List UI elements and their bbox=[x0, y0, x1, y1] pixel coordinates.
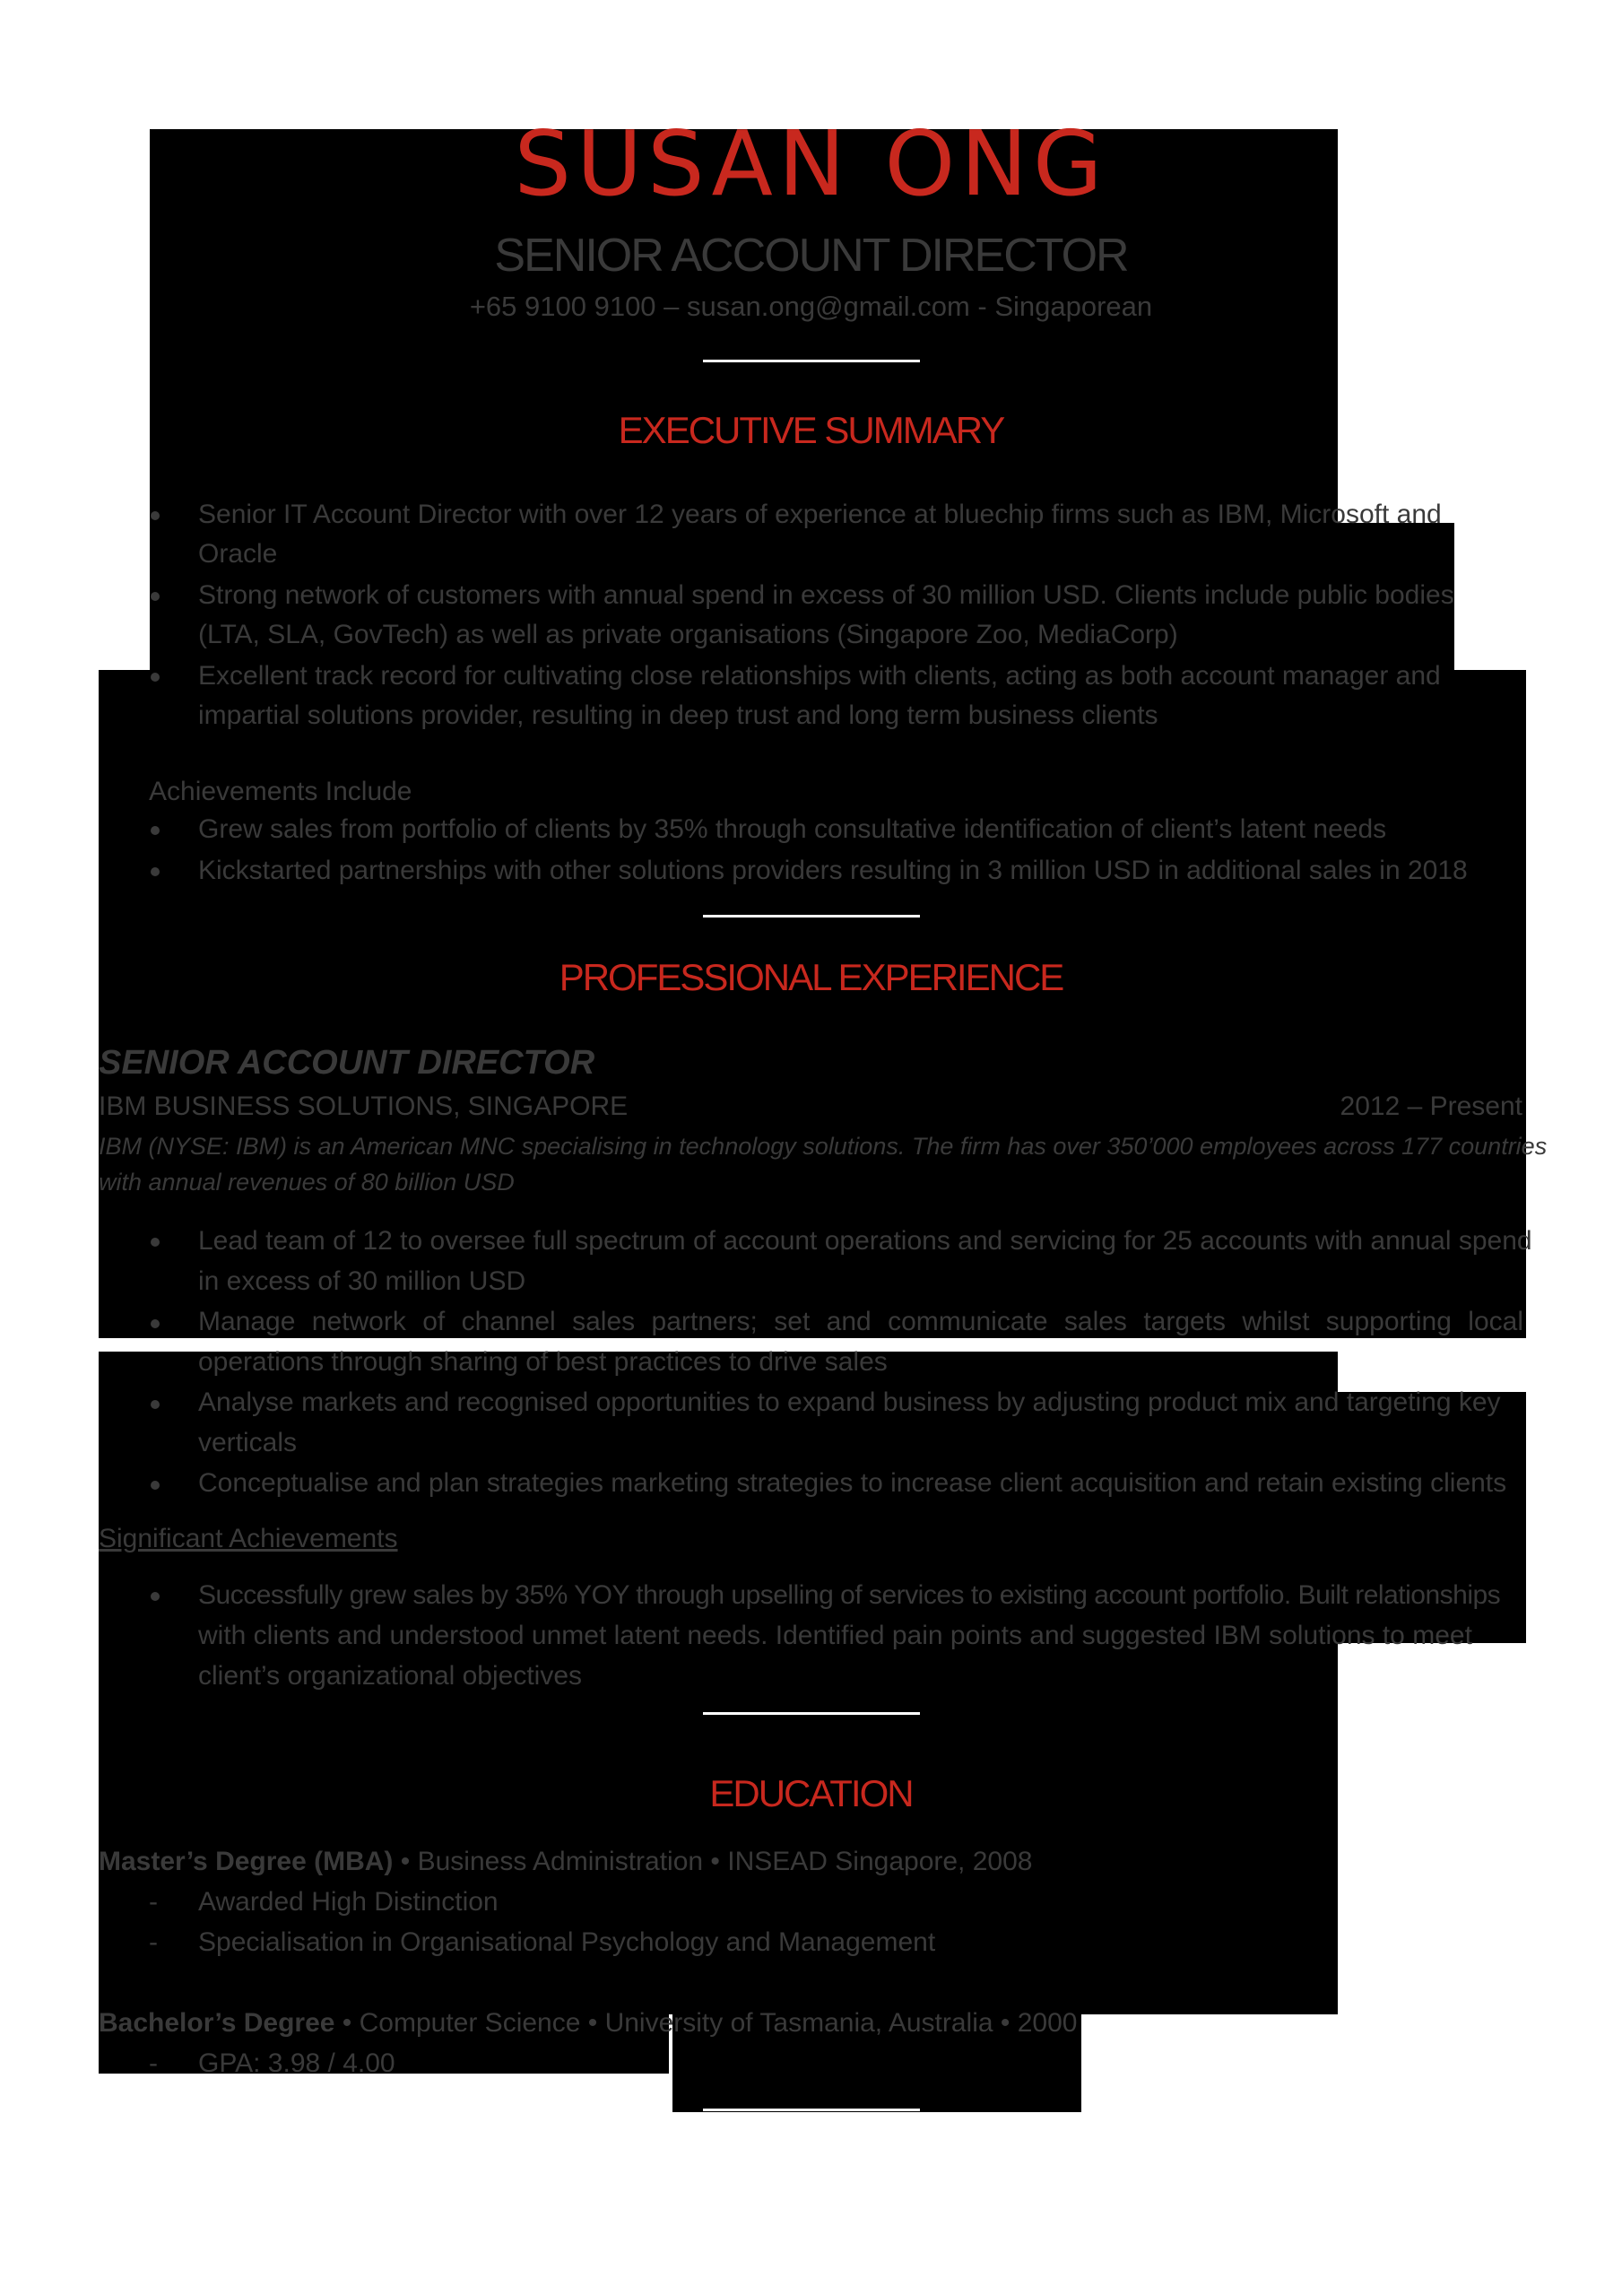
summary-bullet-text: (LTA, SLA, GovTech) as well as private organisations (Singapore Zoo, MediaCorp) bbox=[198, 620, 1178, 649]
bullet-icon bbox=[151, 1592, 160, 1601]
degree-item: Awarded High Distinction bbox=[198, 1887, 499, 1917]
bullet-icon bbox=[151, 592, 160, 601]
contact-line: +65 9100 9100 – susan.ong@gmail.com - Singaporean bbox=[469, 291, 1153, 322]
significant-achievement-text: client’s organizational objectives bbox=[198, 1661, 583, 1691]
achievements-label: Achievements Include bbox=[149, 777, 412, 806]
company-name: IBM BUSINESS SOLUTIONS, SINGAPORE bbox=[99, 1091, 629, 1121]
dash-marker: - bbox=[149, 1887, 158, 1917]
achievement-text: Kickstarted partnerships with other solutions providers resulting in 3 million USD in additional sales in 2018 bbox=[198, 856, 1468, 885]
divider bbox=[703, 360, 920, 362]
summary-bullet-text: Senior IT Account Director with over 12 years of experience at bluechip firms such as IBM, Microsoft and bbox=[198, 500, 1442, 529]
bullet-icon bbox=[151, 1481, 160, 1490]
summary-bullet-text: impartial solutions provider, resulting in deep trust and long term business clients bbox=[198, 700, 1158, 730]
job-bullet-text: in excess of 30 million USD bbox=[198, 1266, 526, 1296]
divider bbox=[703, 915, 920, 918]
section-heading-professional-experience: PROFESSIONAL EXPERIENCE bbox=[559, 956, 1063, 998]
candidate-title: SENIOR ACCOUNT DIRECTOR bbox=[494, 230, 1128, 282]
degree-item: GPA: 3.98 / 4.00 bbox=[198, 2048, 395, 2078]
divider bbox=[703, 2109, 920, 2111]
candidate-name: SUSAN ONG bbox=[514, 111, 1108, 216]
dash-marker: - bbox=[149, 2048, 158, 2078]
job-bullet-text: Lead team of 12 to oversee full spectrum of account operations and servicing for 25 accounts with annual spend bbox=[198, 1226, 1532, 1256]
bullet-icon bbox=[151, 1400, 160, 1409]
bullet-icon bbox=[151, 1238, 160, 1247]
significant-achievement-text: Successfully grew sales by 35% YOY through upselling of services to existing account portfolio. Built relationships bbox=[198, 1580, 1501, 1610]
summary-bullet-text: Strong network of customers with annual spend in excess of 30 million USD. Clients include public bodies bbox=[198, 580, 1454, 610]
degree-name: Bachelor’s Degree bbox=[99, 2008, 335, 2038]
degree-line bbox=[99, 1844, 1032, 1880]
achievement-text: Grew sales from portfolio of clients by 35% through consultative identification of client’s latent needs bbox=[198, 814, 1387, 844]
job-title: SENIOR ACCOUNT DIRECTOR bbox=[99, 1044, 595, 1082]
significant-achievements-label: Significant Achievements bbox=[99, 1524, 398, 1553]
degree-line bbox=[99, 2005, 1077, 2041]
degree-item: Specialisation in Organisational Psychology and Management bbox=[198, 1927, 936, 1957]
bullet-icon bbox=[151, 826, 160, 835]
section-heading-executive-summary: EXECUTIVE SUMMARY bbox=[618, 409, 1004, 451]
job-bullet-text: operations through sharing of best practices to drive sales bbox=[198, 1347, 888, 1377]
bullet-icon bbox=[151, 1319, 160, 1328]
dash-marker: - bbox=[149, 1927, 158, 1957]
summary-bullet-text: Oracle bbox=[198, 539, 278, 569]
degree-detail: • Business Administration • INSEAD Singapore, 2008 bbox=[393, 1847, 1033, 1876]
significant-achievement-text: with clients and understood unmet latent needs. Identified pain points and suggested IBM solutions to meet bbox=[198, 1621, 1472, 1650]
job-bullet-text: verticals bbox=[198, 1428, 298, 1457]
bullet-icon bbox=[151, 673, 160, 682]
company-description: with annual revenues of 80 billion USD bbox=[99, 1169, 515, 1196]
company-description: IBM (NYSE: IBM) is an American MNC specialising in technology solutions. The firm has over 350’000 employees across 177 countries bbox=[99, 1133, 1548, 1160]
section-heading-education: EDUCATION bbox=[709, 1772, 913, 1814]
degree-detail: • Computer Science • University of Tasmania, Australia • 2000 bbox=[334, 2008, 1078, 2038]
job-bullet-text: Conceptualise and plan strategies marketing strategies to increase client acquisition and retain existing clients bbox=[198, 1468, 1507, 1498]
divider bbox=[703, 1712, 920, 1715]
degree-name: Master’s Degree (MBA) bbox=[99, 1847, 394, 1876]
job-dates: 2012 – Present bbox=[1340, 1091, 1522, 1121]
bullet-icon bbox=[151, 867, 160, 876]
job-bullet-text: Analyse markets and recognised opportunities to expand business by adjusting product mix and targeting key bbox=[198, 1387, 1501, 1417]
job-bullet-text: Manage network of channel sales partners; set and communicate sales targets whilst supporting local bbox=[198, 1307, 1523, 1336]
summary-bullet-text: Excellent track record for cultivating close relationships with clients, acting as both account manager and bbox=[198, 661, 1441, 691]
bullet-icon bbox=[151, 511, 160, 520]
